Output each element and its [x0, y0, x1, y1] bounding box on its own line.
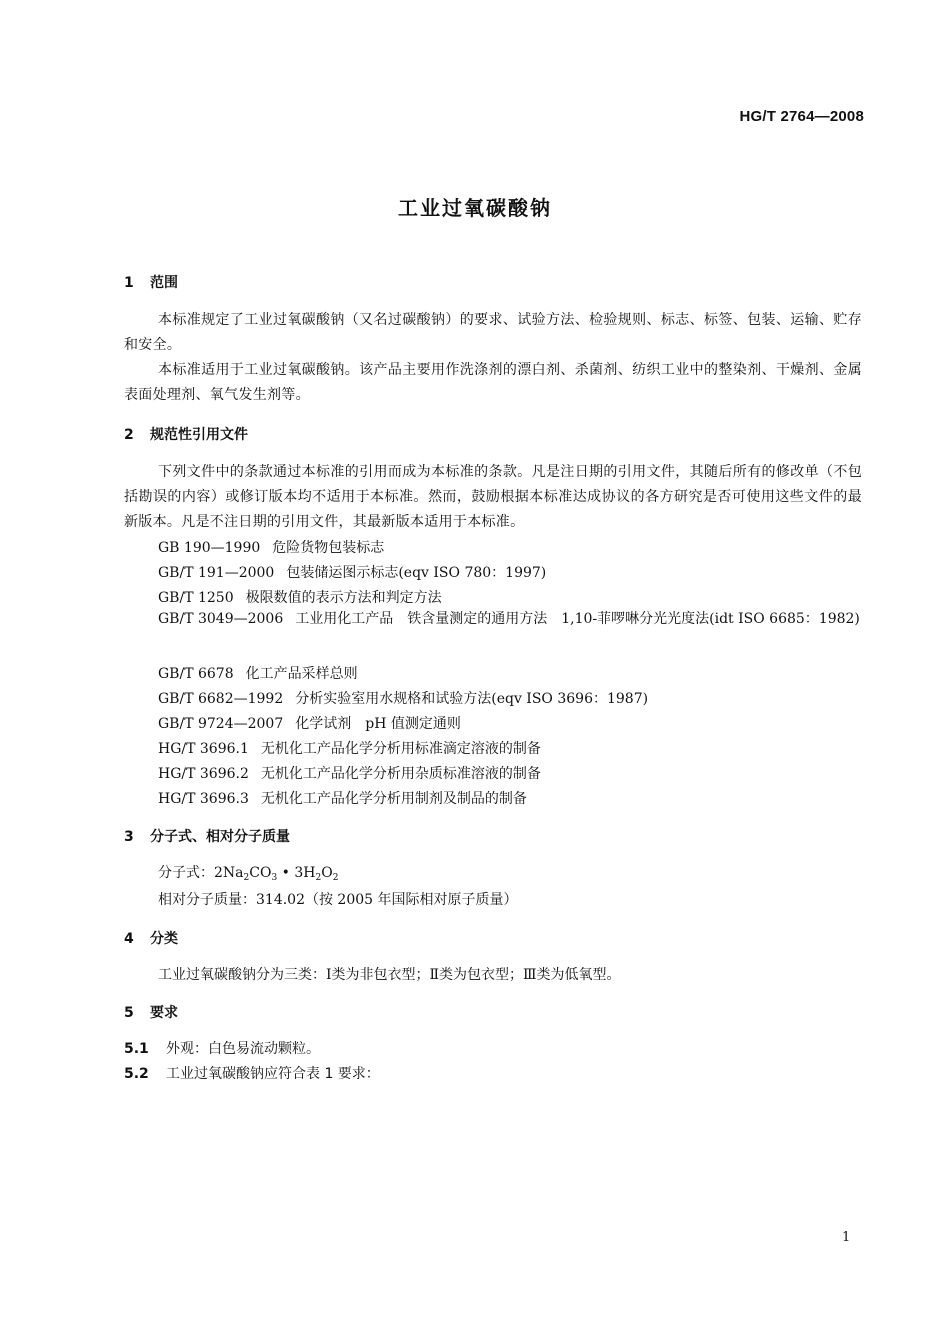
- classification-text: 工业过氧碳酸钠分为三类：Ⅰ类为非包衣型；Ⅱ类为包衣型；Ⅲ类为低氧型。: [158, 967, 621, 983]
- section-number: 3: [124, 829, 134, 845]
- reference-code: GB/T 1250: [158, 590, 234, 606]
- section-title: 分类: [150, 931, 178, 947]
- reference-code: GB/T 9724—2007: [158, 716, 284, 732]
- reference-item: [158, 562, 546, 582]
- requirement-number: 5.1: [124, 1041, 149, 1057]
- formula-label: 分子式：: [158, 865, 214, 881]
- standard-code: HG/T 2764—2008: [739, 108, 864, 125]
- section-2-heading: [124, 424, 248, 444]
- requirement-item: [124, 1063, 380, 1083]
- reference-code: GB 190—1990: [158, 540, 261, 556]
- reference-code: HG/T 3696.2: [158, 766, 249, 782]
- section-title: 范围: [150, 275, 178, 291]
- requirement-number: 5.2: [124, 1066, 149, 1082]
- reference-title: 无机化工产品化学分析用杂质标准溶液的制备: [260, 766, 541, 782]
- reference-title: 无机化工产品化学分析用标准滴定溶液的制备: [260, 741, 541, 757]
- reference-title: 极限数值的表示方法和判定方法: [245, 590, 442, 606]
- reference-item: [158, 688, 648, 708]
- reference-title: 分析实验室用水规格和试验方法(eqv ISO 3696：1987): [295, 691, 649, 707]
- section-title: 要求: [150, 1005, 178, 1021]
- section-number: 2: [124, 427, 134, 443]
- section-number: 4: [124, 931, 134, 947]
- reference-title: 无机化工产品化学分析用制剂及制品的制备: [260, 791, 527, 807]
- reference-title: 危险货物包装标志: [272, 540, 385, 556]
- reference-item: [158, 788, 527, 808]
- reference-title: 包装储运图示标志(eqv ISO 780：1997): [286, 565, 547, 581]
- requirement-text: 工业过氧碳酸钠应符合表 1 要求：: [166, 1066, 380, 1082]
- reference-item: [158, 663, 358, 683]
- section-3-heading: [124, 826, 290, 846]
- section-4-heading: [124, 928, 178, 948]
- reference-item: [158, 763, 541, 783]
- section-1-paragraph-2: 本标准适用于工业过氧碳酸钠。该产品主要用作洗涤剂的漂白剂、杀菌剂、纺织工业中的整染剂、干燥剂、金属表面处理剂、氧气发生剂等。: [124, 362, 862, 403]
- reference-code: HG/T 3696.1: [158, 741, 249, 757]
- reference-code: GB/T 3049—2006: [158, 611, 284, 627]
- reference-item: [124, 607, 862, 632]
- reference-code: GB/T 191—2000: [158, 565, 275, 581]
- requirement-text: 外观：白色易流动颗粒。: [166, 1041, 320, 1057]
- page-number: 1: [842, 1230, 851, 1245]
- reference-code: GB/T 6682—1992: [158, 691, 284, 707]
- reference-code: GB/T 6678: [158, 666, 234, 682]
- section-number: 1: [124, 275, 134, 291]
- section-title: 分子式、相对分子质量: [150, 829, 290, 845]
- reference-item: [158, 738, 541, 758]
- section-2-paragraph: 下列文件中的条款通过本标准的引用而成为本标准的条款。凡是注日期的引用文件，其随后所有的修改单（不包括勘误的内容）或修订版本均不适用于本标准。然而，鼓励根据本标准达成协议的各方研究是否可使用这些文件的最新版本。凡是不注日期的引用文件，其最新版本适用于本标准。: [124, 464, 862, 530]
- reference-item: [158, 587, 442, 607]
- section-1-heading: [124, 272, 178, 292]
- reference-code: HG/T 3696.3: [158, 791, 249, 807]
- requirement-item: [124, 1038, 320, 1058]
- molecular-mass: 相对分子质量：314.02（按 2005 年国际相对原子质量）: [158, 892, 518, 908]
- document-title: 工业过氧碳酸钠: [398, 196, 552, 220]
- section-title: 规范性引用文件: [150, 427, 248, 443]
- section-5-heading: [124, 1002, 178, 1022]
- reference-item: [158, 713, 461, 733]
- section-1-paragraph-1: 本标准规定了工业过氧碳酸钠（又名过碳酸钠）的要求、试验方法、检验规则、标志、标签、包装、运输、贮存和安全。: [124, 312, 862, 353]
- section-number: 5: [124, 1005, 134, 1021]
- reference-title: 化学试剂 pH 值测定通则: [295, 716, 461, 732]
- reference-item: [158, 537, 384, 557]
- molecular-formula: 分子式：$2Na_2CO_3$ • $3H_2O_2$: [158, 865, 339, 883]
- reference-title: 工业用化工产品 铁含量测定的通用方法 1,10-菲啰啉分光光度法(idt ISO 6685：1982): [295, 611, 860, 627]
- reference-title: 化工产品采样总则: [245, 666, 358, 682]
